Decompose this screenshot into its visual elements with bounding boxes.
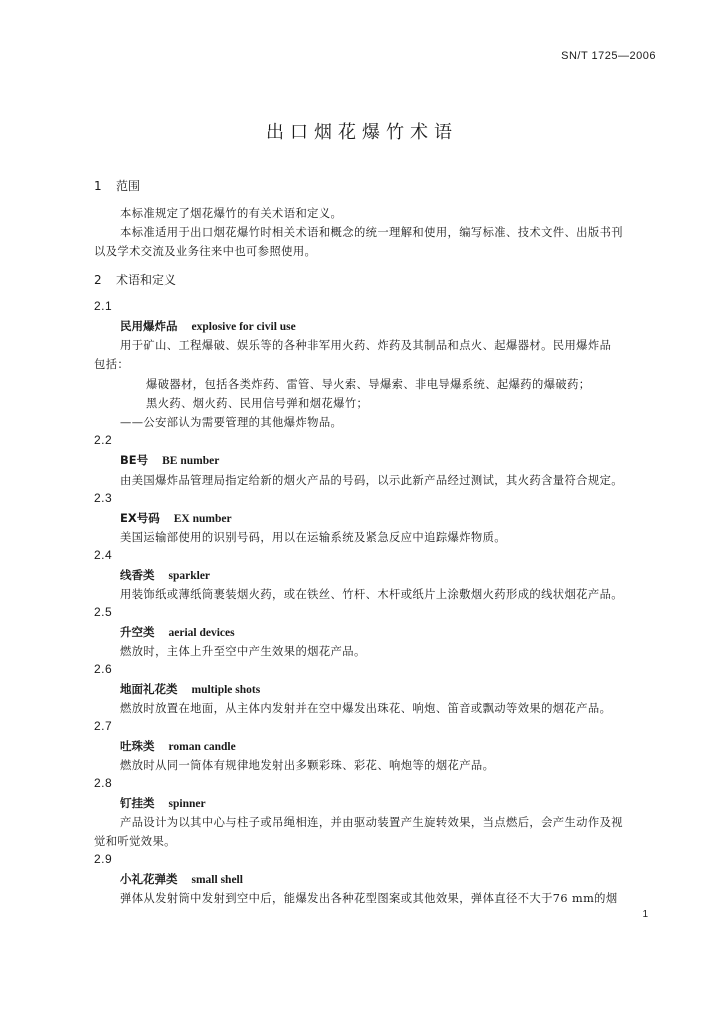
term-chinese: 钉挂类 (120, 796, 155, 810)
section-heading-scope (94, 177, 140, 194)
definition: 燃放时，主体上升至空中产生效果的烟花产品。 (120, 645, 366, 658)
section-heading-terms (94, 271, 176, 288)
term-entry (120, 738, 236, 754)
term-entry (120, 871, 243, 887)
term-chinese: 吐珠类 (120, 739, 155, 753)
definition-list-item: ——公安部认为需要管理的其他爆炸物品。 (120, 416, 343, 429)
term-english: small shell (191, 874, 243, 886)
paragraph: 本标准规定了烟花爆竹的有关术语和定义。 (120, 207, 343, 220)
definition: 美国运输部使用的识别号码，用以在运输系统及紧急反应中追踪爆炸物质。 (120, 531, 507, 544)
paragraph: 以及学术交流及业务往来中也可参照使用。 (94, 245, 317, 258)
definition: 由美国爆炸品管理局指定给新的烟火产品的号码，以示此新产品经过测试，其火药含量符合规定。 (120, 474, 623, 487)
term-chinese: 升空类 (120, 625, 155, 639)
term-number: 2.1 (94, 299, 113, 313)
definition: 弹体从发射筒中发射到空中后，能爆发出各种花型图案或其他效果，弹体直径不大于76 mm的烟 (120, 892, 618, 905)
paragraph: 本标准适用于出口烟花爆竹时相关术语和概念的统一理解和使用，编写标准、技术文件、出版书刊 (120, 226, 623, 239)
page-number: 1 (642, 909, 648, 920)
section-title: 范围 (116, 179, 141, 193)
term-chinese: 民用爆炸品 (120, 319, 178, 333)
section-number: 2 (94, 273, 102, 287)
term-number: 2.3 (94, 491, 113, 505)
term-entry (120, 681, 260, 697)
term-chinese: BE号 (120, 453, 149, 467)
term-entry (120, 510, 232, 526)
term-english: explosive for civil use (191, 321, 296, 333)
term-english: aerial devices (168, 627, 235, 639)
term-number: 2.4 (94, 548, 113, 562)
document-title: 出口烟花爆竹术语 (266, 122, 458, 143)
term-entry (120, 795, 206, 811)
term-number: 2.9 (94, 852, 113, 866)
term-chinese: EX号码 (120, 511, 160, 525)
term-english: multiple shots (191, 684, 261, 696)
term-entry (120, 318, 296, 334)
term-number: 2.8 (94, 776, 113, 790)
definition: 包括： (94, 358, 130, 371)
standard-code: SN/T 1725—2006 (561, 50, 656, 62)
definition: 燃放时放置在地面，从主体内发射并在空中爆发出珠花、响炮、笛音或飘动等效果的烟花产品。 (120, 702, 612, 715)
term-chinese: 地面礼花类 (120, 682, 178, 696)
term-english: sparkler (168, 570, 211, 582)
term-entry (120, 452, 219, 468)
definition: 用于矿山、工程爆破、娱乐等的各种非军用火药、炸药及其制品和点火、起爆器材。民用爆炸品 (120, 339, 612, 352)
term-number: 2.6 (94, 662, 113, 676)
term-chinese: 小礼花弹类 (120, 872, 178, 886)
term-chinese: 线香类 (120, 568, 155, 582)
term-english: BE number (162, 455, 220, 467)
section-number: 1 (94, 179, 102, 193)
term-english: roman candle (168, 741, 236, 753)
definition-list-item: 黑火药、烟火药、民用信号弹和烟花爆竹； (146, 397, 369, 410)
definition: 觉和听觉效果。 (94, 835, 176, 848)
term-number: 2.2 (94, 433, 113, 447)
term-entry (120, 624, 235, 640)
term-number: 2.7 (94, 719, 113, 733)
definition: 用装饰纸或薄纸筒裹装烟火药，或在铁丝、竹杆、木杆或纸片上涂敷烟火药形成的线状烟花产品。 (120, 588, 623, 601)
definition-list-item: 爆破器材，包括各类炸药、雷管、导火索、导爆索、非电导爆系统、起爆药的爆破药； (146, 378, 591, 391)
term-entry (120, 567, 210, 583)
definition: 产品设计为以其中心与柱子或吊绳相连，并由驱动装置产生旋转效果，当点燃后，会产生动作及视 (120, 816, 623, 829)
term-english: spinner (168, 798, 206, 810)
term-english: EX number (173, 513, 232, 525)
section-title: 术语和定义 (116, 273, 177, 287)
term-number: 2.5 (94, 605, 113, 619)
definition: 燃放时从同一筒体有规律地发射出多颗彩珠、彩花、响炮等的烟花产品。 (120, 759, 495, 772)
